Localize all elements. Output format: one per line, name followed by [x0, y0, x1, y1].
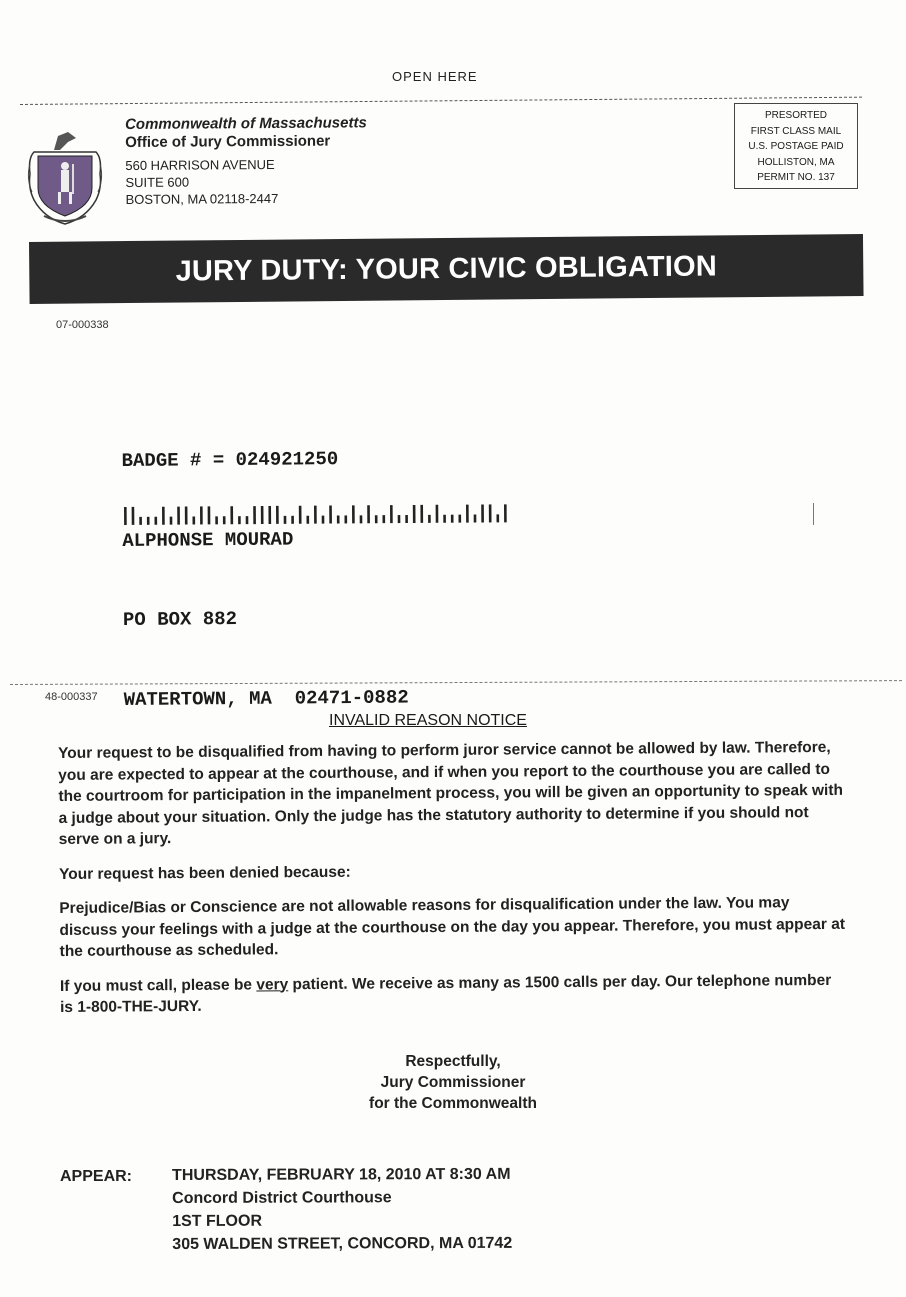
postage-indicia — [734, 103, 858, 189]
appear-date: THURSDAY, FEBRUARY 18, 2010 AT 8:30 AM — [172, 1165, 511, 1184]
sender-office-name: Office of Jury Commissioner — [125, 132, 331, 151]
notice-paragraph: Your request to be disqualified from having to perform juror service cannot be allowed by law. Therefore, you are expected to appear at the courthouse, and if when you report to the courthouse you are called to the courtroom for participation in the impanelment process, you will be given an opportunity to speak with a judge about your situation. Only the judge has the statutory authority to determine if you should not serve on a jury. — [58, 738, 844, 848]
call-text: If you must call, please be — [59, 975, 257, 995]
civic-obligation-banner — [29, 234, 864, 304]
call-text: patient. We receive as many as 1500 calls per day. Our telephone number is 1-800-THE-JURY. — [60, 971, 832, 1016]
recipient-address — [121, 393, 409, 740]
appear-address: 305 WALDEN STREET, CONCORD, MA 01742 — [172, 1234, 513, 1253]
sender-org-name: Commonwealth of Massachusetts — [125, 114, 367, 133]
edge-mark — [813, 503, 814, 525]
appear-label: APPEAR: — [60, 1168, 133, 1185]
mailing-code: 07-000338 — [56, 319, 109, 331]
signoff-line: Jury Commissioner — [380, 1074, 526, 1091]
sender-address-line: 560 HARRISON AVENUE — [125, 156, 275, 173]
open-here-label: OPEN HERE — [392, 69, 478, 84]
very-emphasis: very — [256, 975, 289, 993]
notice-title: INVALID REASON NOTICE — [329, 712, 527, 729]
notice-paragraph — [60, 969, 848, 1018]
notice-body — [58, 737, 848, 1032]
sender-address-line: SUITE 600 — [125, 174, 190, 190]
recipient-city: WATERTOWN, MA 02471-0882 — [123, 686, 409, 711]
sender-address-line: BOSTON, MA 02118-2447 — [125, 190, 279, 207]
recipient-po-box: PO BOX 882 — [122, 607, 238, 631]
sender-block — [125, 114, 367, 208]
badge-number: BADGE # = 024921250 — [121, 448, 339, 472]
notice-code: 48-000337 — [45, 691, 98, 703]
signoff — [330, 1051, 576, 1114]
postal-barcode-icon — [122, 502, 522, 527]
postage-line: U.S. POSTAGE PAID — [748, 141, 844, 152]
postage-line: PERMIT NO. 137 — [757, 172, 835, 183]
banner-text: JURY DUTY: YOUR CIVIC OBLIGATION — [175, 249, 718, 288]
postage-line: HOLLISTON, MA — [757, 156, 835, 168]
appear-floor: 1ST FLOOR — [172, 1212, 263, 1230]
appear-courthouse: Concord District Courthouse — [172, 1189, 392, 1207]
postage-line: FIRST CLASS MAIL — [750, 125, 842, 137]
massachusetts-seal-icon — [24, 128, 106, 228]
sender-address — [125, 155, 367, 208]
notice-paragraph: Prejudice/Bias or Conscience are not allowable reasons for disqualification under the law. You may discuss your feelings with a judge at the courthouse on the day you appear. Therefore, you must appear at the courthouse as scheduled. — [59, 894, 846, 960]
signoff-line: Respectfully, — [405, 1053, 501, 1070]
appearance-details — [172, 1163, 512, 1256]
postage-line: PRESORTED — [764, 110, 828, 121]
recipient-name: ALPHONSE MOURAD — [122, 528, 294, 552]
signoff-line: for the Commonwealth — [369, 1095, 537, 1112]
notice-paragraph: Your request has been denied because: — [58, 863, 351, 883]
